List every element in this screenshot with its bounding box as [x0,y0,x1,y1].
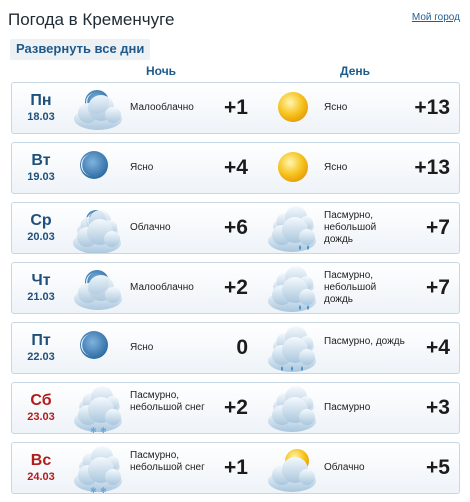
page-title: Погода в Кременчуге [8,10,175,29]
day-date: 21.03 [27,291,55,303]
day-date: 20.03 [27,231,55,243]
sun-icon [264,145,322,193]
cloudy-sun-icon [264,445,322,493]
svg-text:✱: ✱ [100,426,107,433]
night-column-header: Ночь [146,64,177,78]
day-date: 22.03 [27,351,55,363]
day-temperature: +13 [414,156,450,179]
night-condition: Малооблачно [130,282,194,293]
day-condition: Пасмурно [324,402,371,413]
day-name: Ср [30,212,52,229]
day-condition: Облачно [324,462,365,473]
moon-icon [70,325,128,373]
forecast-row[interactable] [11,142,460,194]
day-temperature: +7 [426,216,450,239]
overcast-icon [264,385,322,433]
day-date: 23.03 [27,411,55,423]
my-city-link[interactable]: Мой город [411,12,460,23]
day-name: Пт [31,332,51,349]
night-temperature: +2 [224,396,248,419]
day-condition: Ясно [324,102,348,113]
night-temperature: +1 [224,96,248,119]
light-rain-icon [264,265,322,313]
rain-icon [264,325,322,373]
night-condition: Облачно [130,222,171,233]
day-temperature: +5 [426,456,450,479]
expand-all-days-button[interactable]: Развернуть все дни [10,39,150,60]
day-temperature: +3 [426,396,450,419]
day-date: 24.03 [27,471,55,483]
night-temperature: 0 [236,336,248,359]
day-name: Пн [30,92,52,109]
day-condition: Пасмурно, небольшой дождь [324,210,377,245]
night-temperature: +1 [224,456,248,479]
night-temperature: +2 [224,276,248,299]
night-condition: Пасмурно, небольшой снег [130,450,205,473]
svg-text:✱: ✱ [100,486,107,493]
forecast-row[interactable] [11,262,460,314]
partly-cloudy-night-icon [70,265,128,313]
day-name: Вс [30,452,52,469]
svg-text:✱: ✱ [90,486,97,493]
day-condition: Пасмурно, небольшой дождь [324,270,377,305]
night-condition: Ясно [130,162,154,173]
forecast-row[interactable] [11,202,460,254]
night-temperature: +6 [224,216,248,239]
moon-icon [70,145,128,193]
light-rain-icon [264,205,322,253]
night-condition: Малооблачно [130,102,194,113]
forecast-row[interactable] [11,442,460,494]
night-condition: Ясно [130,342,154,353]
cloudy-night-icon [70,205,128,253]
svg-text:✱: ✱ [90,426,97,433]
day-condition: Пасмурно, дождь [324,336,405,347]
sun-icon [264,85,322,133]
day-column-header: День [340,64,370,78]
night-condition: Пасмурно, небольшой снег [130,390,205,413]
day-temperature: +7 [426,276,450,299]
day-name: Сб [30,392,52,409]
light-snow-icon [70,445,128,493]
light-snow-icon [70,385,128,433]
day-condition: Ясно [324,162,348,173]
day-temperature: +13 [414,96,450,119]
forecast-row[interactable] [11,82,460,134]
day-date: 19.03 [27,171,55,183]
day-name: Чт [31,272,51,289]
night-temperature: +4 [224,156,248,179]
day-name: Вт [31,152,51,169]
day-temperature: +4 [426,336,450,359]
partly-cloudy-night-icon [70,85,128,133]
forecast-row[interactable] [11,382,460,434]
day-date: 18.03 [27,111,55,123]
forecast-row[interactable] [11,322,460,374]
